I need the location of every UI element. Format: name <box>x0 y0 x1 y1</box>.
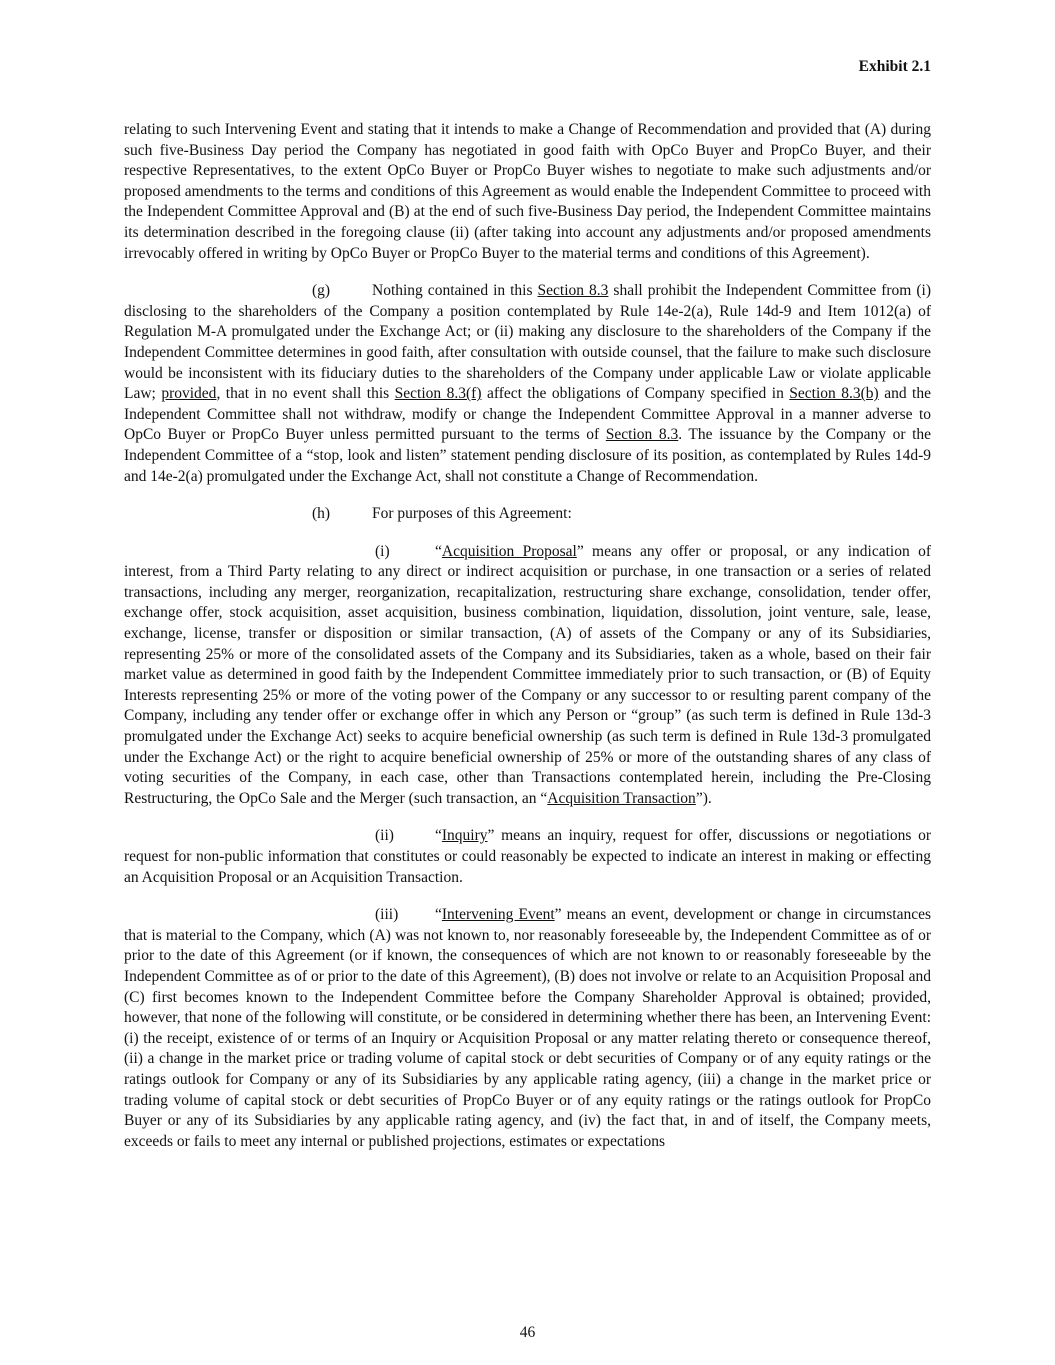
defined-term: Inquiry <box>441 827 488 845</box>
paragraph-i: (i) “Acquisition Proposal” means any offer or proposal, or any indication of interest, from a Third Party relating to any direct or indirect acquisition or purchase, in one transaction or a series of related transactions, including any merger, reorganization, recapitalization, restructuring share exchange, consolidation, tender offer, exchange offer, stock acquisition, asset acquisition, business combination, liquidation, dissolution, joint venture, sale, lease, exchange, license, transfer or disposition or similar transaction, (A) of assets of the Company or any of its Subsidiaries, representing 25% or more of the consolidated assets of the Company and its Subsidiaries, taken as a whole, based on their fair market value as determined in good faith by the Independent Committee immediately prior to such transaction, or (B) of Equity Interests representing 25% or more of the voting power of the Company or any successor to or resulting parent company of the Company, including any tender offer or exchange offer in which any Person or “group” (as such term is defined in Rule 13d-3 promulgated under the Exchange Act) seeks to acquire beneficial ownership (as such term is defined in Rule 13d-3 promulgated under the Exchange Act) or the right to acquire beneficial ownership of 25% or more of the outstanding shares of any class of voting securities of the Company, in each case, other than Transactions contemplated herein, including the Pre-Closing Restructuring, the OpCo Sale and the Merger (such transaction, an “Acquisition Transaction”). <box>124 542 931 807</box>
defined-term: Intervening Event <box>441 906 555 924</box>
clause-label-h: (h) <box>312 505 331 523</box>
clause-label-iii: (iii) <box>375 906 399 924</box>
defined-term: Acquisition Transaction <box>547 789 696 807</box>
section-ref: Section 8.3 <box>605 426 679 444</box>
clause-label-g: (g) <box>312 282 331 300</box>
section-ref: Section 8.3(b) <box>789 385 879 403</box>
paragraph-h: (h) For purposes of this Agreement: <box>124 504 931 525</box>
exhibit-label: Exhibit 2.1 <box>858 58 931 75</box>
body-text <box>124 120 931 1169</box>
paragraph-ii: (ii) “Inquiry” means an inquiry, request for offer, discussions or negotiations or request for non-public information that constitutes or could reasonably be expected to indicate an interest in making or effecting an Acquisition Proposal or an Acquisition Transaction. <box>124 827 931 886</box>
clause-label-i: (i) <box>375 542 390 560</box>
page-number: 46 <box>519 1324 536 1341</box>
paragraph-continuation: relating to such Intervening Event and stating that it intends to make a Change of Recommendation and provided that (A) during such five-Business Day period the Company has negotiated in good faith with OpCo Buyer and PropCo Buyer, and their respective Representatives, to the extent OpCo Buyer or PropCo Buyer wishes to negotiate to make such adjustments and/or proposed amendments to the terms and conditions of this Agreement as would enable the Independent Committee to proceed with the Independent Committee Approval and (B) at the end of such five-Business Day period, the Independent Committee maintains its determination described in the foregoing clause (ii) (after taking into account any adjustments and/or proposed amendments irrevocably offered in writing by OpCo Buyer or PropCo Buyer to the material terms and conditions of this Agreement). <box>124 121 931 262</box>
defined-term: Acquisition Proposal <box>441 542 577 560</box>
clause-label-ii: (ii) <box>375 827 394 845</box>
paragraph-iii: (iii) “Intervening Event” means an event, development or change in circumstances that is material to the Company, which (A) was not known to, nor reasonably foreseeable by, the Independent Committee as of or prior to the date of this Agreement (or if known, the consequences of which are not known to or reasonably foreseeable by the Independent Committee as of or prior to the date of this Agreement), (B) does not involve or relate to an Acquisition Proposal and (C) first becomes known to the Independent Committee before the Company Shareholder Approval is obtained; provided, however, that none of the following will constitute, or be considered in determining whether there has been, an Intervening Event: (i) the receipt, existence of or terms of an Inquiry or Acquisition Proposal or any matter relating thereto or consequence thereof, (ii) a change in the market price or trading volume of capital stock or debt securities of Company or of any equity ratings or the ratings outlook for Company or any of its Subsidiaries by any applicable rating agency, (iii) a change in the market price or trading volume of capital stock or debt securities of PropCo Buyer or of any equity ratings or the ratings outlook for PropCo Buyer or any of its Subsidiaries by any applicable rating agency, and (iv) the fact that, in and of itself, the Company meets, exceeds or fails to meet any internal or published projections, estimates or expectations <box>124 906 931 1150</box>
section-ref: Section 8.3 <box>537 282 609 300</box>
provided-term: provided <box>161 385 217 403</box>
section-ref: Section 8.3(f) <box>394 385 482 403</box>
paragraph-g: (g) Nothing contained in this Section 8.3 shall prohibit the Independent Committee from (i) disclosing to the shareholders of the Company a position contemplated by Rule 14e-2(a), Rule 14d-9 and Item 1012(a) of Regulation M-A promulgated under the Exchange Act; or (ii) making any disclosure to the shareholders of the Company if the Independent Committee determines in good faith, after consultation with outside counsel, that the failure to make such disclosure would be inconsistent with its fiduciary duties to the shareholders of the Company under applicable Law or violate applicable Law; provided, that in no event shall this Section 8.3(f) affect the obligations of Company specified in Section 8.3(b) and the Independent Committee shall not withdraw, modify or change the Independent Committee Approval in a manner adverse to OpCo Buyer or PropCo Buyer unless permitted pursuant to the terms of Section 8.3. The issuance by the Company or the Independent Committee of a “stop, look and listen” statement pending disclosure of its position, as contemplated by Rules 14d-9 and 14e-2(a) promulgated under the Exchange Act, shall not constitute a Change of Recommendation. <box>124 282 932 485</box>
